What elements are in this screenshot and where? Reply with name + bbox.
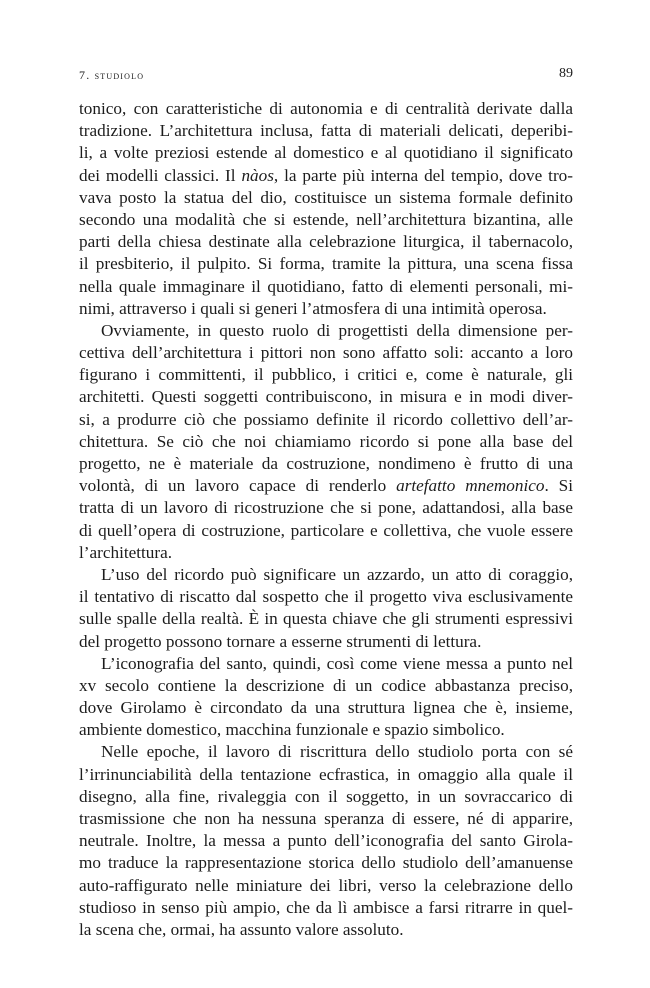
text-line [79, 520, 573, 542]
text-line [79, 209, 573, 231]
text-line [79, 409, 573, 431]
text-line [79, 298, 573, 320]
text-segment: la scena che, ormai, ha assunto valore assoluto. [79, 919, 404, 939]
text-segment: sulle spalle della realtà. È in questa chiave che gli strumenti espressivi [79, 609, 573, 629]
text-segment: studioso in senso più ampio, che da lì ambisce a farsi ritrarre in quel- [79, 897, 573, 917]
text-segment: progetto, ne è materiale da costruzione, nondimeno è frutto di una [79, 454, 573, 473]
text-line [79, 564, 573, 586]
text-segment: volontà, di un lavoro capace di renderlo [79, 476, 397, 496]
text-segment: Nelle epoche, il lavoro di riscrittura dello studiolo porta con sé [101, 742, 573, 762]
text-segment: neutrale. Inoltre, la messa a punto dell’iconografia del santo Girola- [79, 831, 573, 851]
text-segment: mo traduce la rappresentazione storica dello studiolo dell’amanuense [79, 853, 573, 873]
text-segment: figurano i committenti, il pubblico, i critici e, come è naturale, gli [79, 365, 573, 385]
text-line [79, 475, 573, 497]
text-line [79, 98, 573, 120]
text-line [79, 586, 573, 608]
text-segment: . Si [544, 476, 573, 496]
text-line [79, 719, 573, 741]
text-segment: vava posto la statua del dio, costituisce un sistema formale definito [79, 187, 573, 207]
text-segment: secondo una modalità che si estende, nell’architettura bizantina, alle [79, 209, 573, 229]
paragraph [79, 564, 573, 653]
text-line [79, 764, 573, 786]
text-segment: dove Girolamo è circondato da una struttura lignea che è, insieme, [79, 698, 573, 718]
text-segment: auto-raffigurato nelle miniature dei libri, verso la celebrazione dello [79, 875, 573, 895]
text-line [79, 897, 573, 919]
text-line [79, 231, 573, 253]
text-segment: xv secolo contiene la descrizione di un codice abbastanza preciso, [79, 675, 573, 695]
text-segment: il presbiterio, il pulpito. Si forma, tramite la pittura, una scena fissa [79, 254, 573, 274]
text-segment: l’irrinunciabilità della tentazione ecfrastica, in omaggio alla quale il [79, 764, 573, 784]
book-page [79, 0, 573, 988]
text-segment: di quell’opera di costruzione, particolare e collettiva, che vuole essere [79, 520, 573, 540]
text-segment: , la parte più interna del tempio, dove tro- [273, 165, 573, 185]
text-line [79, 253, 573, 275]
text-line [79, 342, 573, 364]
text-line [79, 631, 573, 653]
text-segment: ambiente domestico, macchina funzionale e spazio simbolico. [79, 720, 505, 740]
paragraph [79, 653, 573, 742]
text-segment: dei modelli classici. Il [79, 165, 242, 185]
running-head [79, 64, 573, 84]
text-line [79, 741, 573, 763]
text-line [79, 187, 573, 209]
text-line [79, 120, 573, 142]
text-line [79, 808, 573, 830]
text-segment: trasmissione che non ha nessuna speranza di essere, né di apparire, [79, 809, 573, 828]
text-line [79, 497, 573, 519]
text-segment: parti della chiesa destinate alla celebrazione liturgica, il tabernacolo, [79, 232, 573, 252]
text-segment: cettiva dell’architettura i pittori non sono affatto soli: accanto a loro [79, 343, 573, 363]
text-line [79, 431, 573, 453]
text-segment: L’uso del ricordo può significare un azzardo, un atto di coraggio, [101, 564, 573, 584]
text-segment: del progetto possono tornare a esserne strumenti di lettura. [79, 631, 482, 651]
text-line [79, 852, 573, 874]
text-line [79, 675, 573, 697]
text-line [79, 364, 573, 386]
text-segment: L’iconografia del santo, quindi, così come viene messa a punto nel [101, 653, 573, 673]
text-segment: li, a volte preziosi estende al domestico e al quotidiano il significato [79, 143, 573, 163]
text-segment: architetti. Questi soggetti contribuiscono, in misura e in modi diver- [79, 387, 573, 407]
text-segment: Ovviamente, in questo ruolo di progettisti della dimensione per- [101, 320, 573, 340]
text-line [79, 542, 573, 564]
paragraph [79, 741, 573, 941]
text-segment: tratta di un lavoro di ricostruzione che si pone, adattandosi, alla base [79, 498, 573, 518]
text-line [79, 830, 573, 852]
text-segment: il tentativo di riscatto dal sospetto che il progetto viva esclusivamente [79, 587, 573, 607]
text-line [79, 608, 573, 630]
text-line [79, 653, 573, 675]
text-line [79, 919, 573, 941]
text-segment: disegno, alla fine, rivaleggia con il soggetto, in un sovraccarico di [79, 786, 573, 806]
text-segment: tonico, con caratteristiche di autonomia e di centralità derivate dalla [79, 99, 573, 118]
text-line [79, 142, 573, 164]
text-segment: chitettura. Se ciò che noi chiamiamo ricordo si pone alla base del [79, 431, 573, 451]
body-text [79, 98, 573, 941]
text-segment: nimi, attraverso i quali si generi l’atmosfera di una intimità operosa. [79, 298, 547, 318]
text-segment: nella quale immaginare il quotidiano, fatto di elementi personali, mi- [79, 276, 573, 296]
text-line [79, 786, 573, 808]
text-line [79, 165, 573, 187]
text-line [79, 875, 573, 897]
text-line [79, 453, 573, 475]
chapter-title: 7. studiolo [79, 68, 145, 82]
text-segment: si, a produrre ciò che possiamo definite il ricordo collettivo dell’ar- [79, 409, 573, 429]
page-number: 89 [559, 66, 573, 81]
text-line [79, 320, 573, 342]
text-line [79, 386, 573, 408]
paragraph [79, 98, 573, 320]
italic-term: artefatto mnemonico [396, 476, 545, 496]
paragraph [79, 320, 573, 564]
text-line [79, 697, 573, 719]
text-segment: tradizione. L’architettura inclusa, fatta di materiali delicati, deperibi- [79, 121, 573, 141]
text-segment: l’architettura. [79, 542, 173, 562]
text-line [79, 276, 573, 298]
italic-term: nàos [241, 165, 274, 185]
